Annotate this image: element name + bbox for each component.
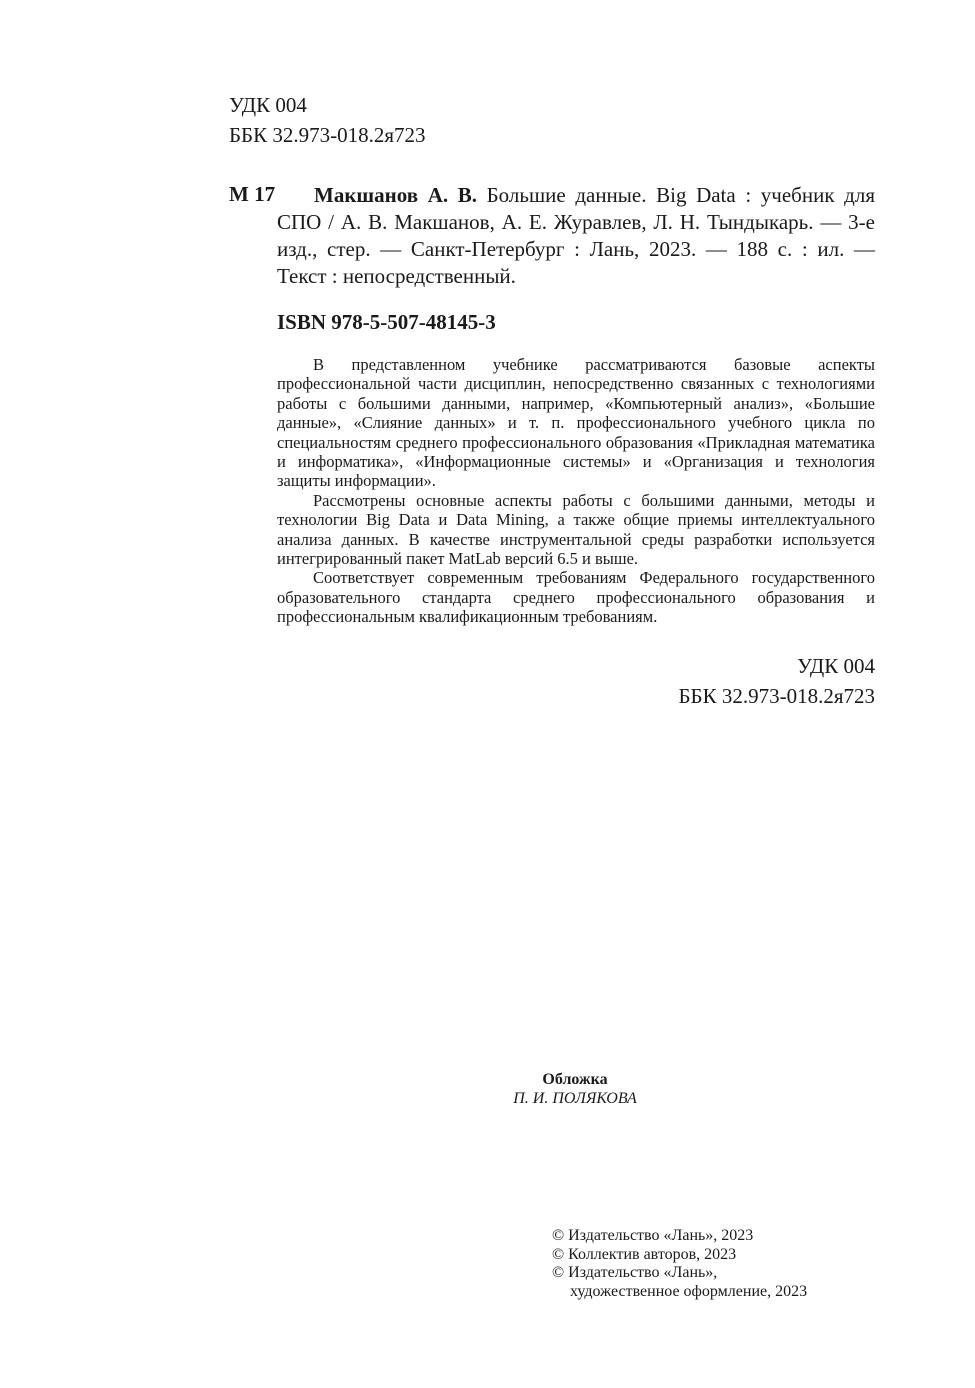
udk-code: УДК 004 xyxy=(797,654,875,678)
classification-top xyxy=(229,90,426,150)
abstract-paragraph-2: Рассмотрены основные аспекты работы с большими данными, методы и технологии Big Data и Data Mining, а также общие приемы интеллектуального анализа данных. В качестве инструментальной среды разработки используется интегрированный пакет MatLab версий 6.5 и выше. xyxy=(277,490,875,569)
copyright-line: © Издательство «Лань», 2023 xyxy=(552,1227,754,1244)
description-text: Большие данные. Big Data : учебник для СПО / А. В. Макшанов, А. Е. Журавлев, Л. Н. Тындыкарь. — 3-е изд., стер. — Санкт-Петербург : Лань, 2023. — 188 с. : ил. — Текст : непосредственный. xyxy=(277,183,875,288)
bbk-code: ББК 32.973-018.2я723 xyxy=(229,123,426,147)
abstract xyxy=(277,355,875,627)
cover-designer: П. И. ПОЛЯКОВА xyxy=(513,1090,637,1107)
isbn: ISBN 978-5-507-48145-3 xyxy=(277,310,496,334)
author-cipher: М 17 xyxy=(229,182,276,206)
copyright-line: © Издательство «Лань», xyxy=(552,1264,718,1281)
bbk-code: ББК 32.973-018.2я723 xyxy=(678,684,875,708)
cover-label: Обложка xyxy=(542,1071,608,1088)
udk-code: УДК 004 xyxy=(229,93,307,117)
classification-bottom xyxy=(678,651,875,711)
abstract-paragraph-1: В представленном учебнике рассматриваются базовые аспекты профессиональной части дисциплин, непосредственно связанных с технологиями работы с большими данными, например, «Компьютерный анализ», «Большие данные», «Слияние данных» и т. п. профессионального учебного цикла по специальностям среднего профессионального образования «Прикладная математика и информатика», «Информационные системы» и «Организация и технология защиты информации». xyxy=(277,355,875,491)
copyright-line: художественное оформление, 2023 xyxy=(570,1282,808,1300)
bibliographic-description xyxy=(277,182,875,290)
author-name: Макшанов А. В. xyxy=(314,183,477,207)
copyright-line: © Коллектив авторов, 2023 xyxy=(552,1245,737,1263)
abstract-paragraph-3: Соответствует современным требованиям Федерального государственного образовательного стандарта среднего профессионального образования и профессиональным квалификационным требованиям. xyxy=(277,568,875,627)
copyright-block xyxy=(552,1227,807,1301)
cover-credit xyxy=(480,1070,670,1108)
